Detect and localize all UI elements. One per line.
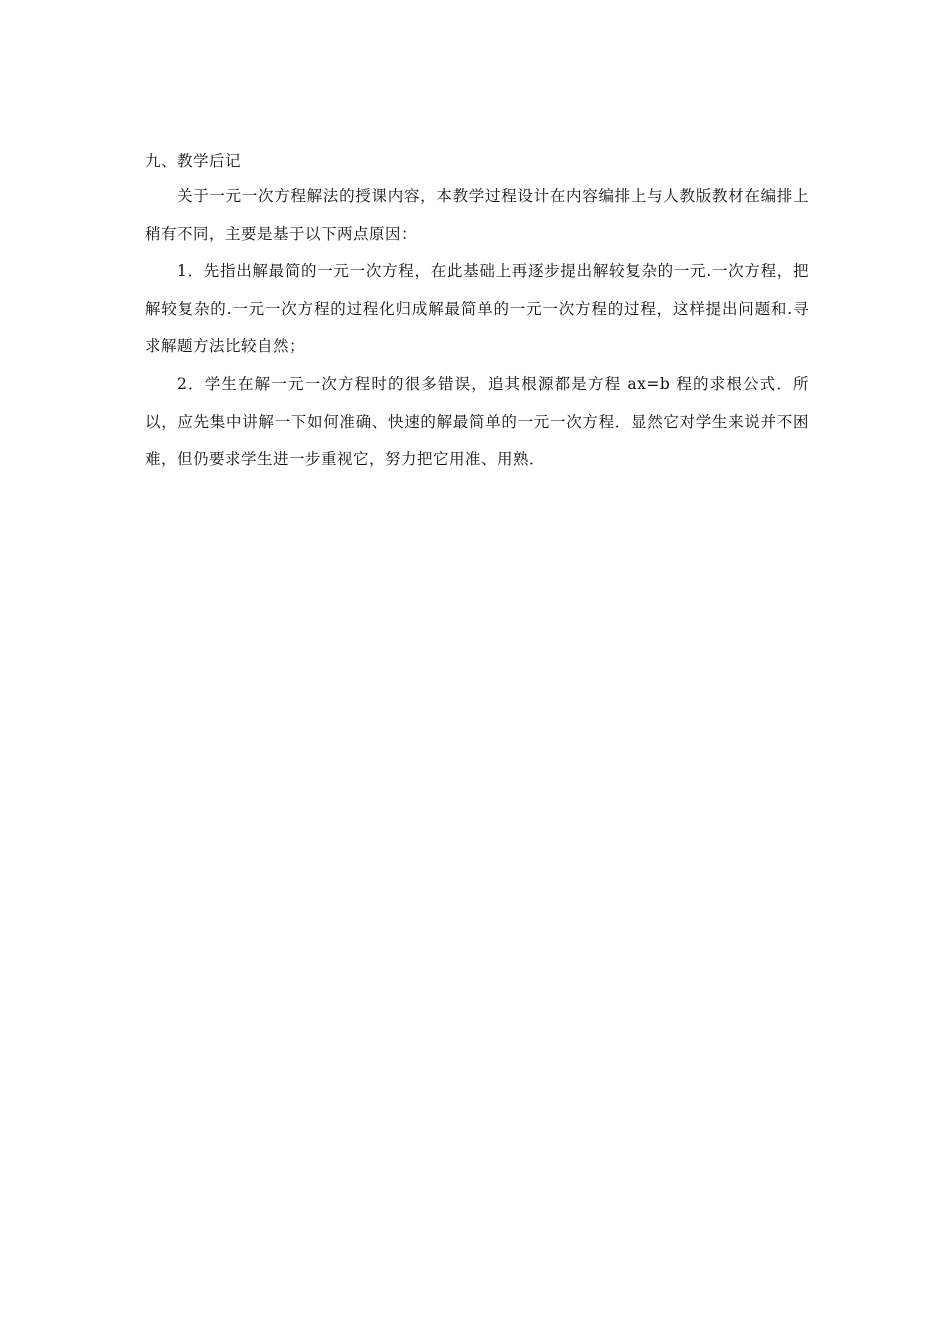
document-body — [145, 147, 809, 479]
paragraph-reason-2: 2．学生在解一元一次方程时的很多错误，追其根源都是方程 ax=b 程的求根公式．所以，应先集中讲解一下如何准确、快速的解最简单的一元一次方程．显然它对学生来说并不困难，但仍要求学生进一步重视它，努力把它用准、用熟． — [145, 374, 809, 469]
paragraph-intro: 关于一元一次方程解法的授课内容，本教学过程设计在内容编排上与人教版教材在编排上稍有不同，主要是基于以下两点原因： — [145, 187, 809, 243]
section-heading: 九、教学后记 — [145, 152, 242, 170]
paragraph-reason-1: 1．先指出解最简的一元一次方程，在此基础上再逐步提出解较复杂的一元.一次方程，把解较复杂的.一元一次方程的过程化归成解最简单的一元一次方程的过程，这样提出问题和.寻求解题方法比较自然； — [145, 262, 809, 356]
